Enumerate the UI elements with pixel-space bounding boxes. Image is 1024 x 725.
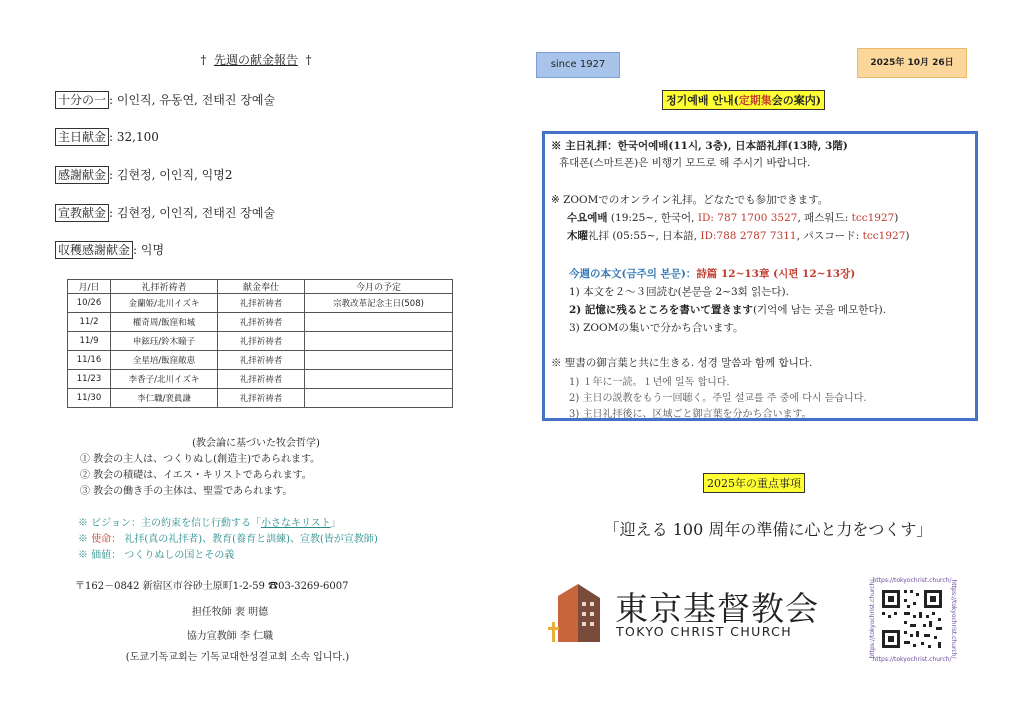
qr-url-top: https://tokyochrist.church/ (872, 577, 952, 584)
scripture-line (569, 266, 855, 281)
table-header-row (68, 280, 453, 294)
table-cell: 礼拝祈祷者 (218, 294, 305, 313)
table-row (68, 389, 453, 408)
church-address: 〒162－0842 新宿区市谷砂土原町1-2-59 ☎03-3269-6007 (75, 581, 349, 592)
offering-harvest (55, 241, 164, 259)
table-cell: 李香子/北川イズキ (111, 370, 218, 389)
offering-label: 宣教献金 (55, 204, 109, 222)
phone-notice: 휴대폰(스마트폰)은 비행기 모드로 해 주시기 바랍니다. (559, 157, 811, 169)
mission-line (78, 530, 378, 545)
philosophy-heading: (教会論に基づいた牧会哲学) (192, 438, 320, 449)
values-line: ※ 価値： つくりぬしの国とその義 (78, 550, 235, 561)
table-cell: 金蘭姫/北川イズキ (111, 294, 218, 313)
column-header: 礼拝祈祷者 (111, 280, 218, 294)
table-cell: 宗教改革記念主日(508) (305, 294, 453, 313)
since-badge: since 1927 (536, 52, 620, 78)
title-text: 先週の献金報告 (213, 53, 298, 67)
vision-line (78, 514, 341, 529)
table-cell: 10/26 (68, 294, 111, 313)
date-badge: 2025年 10月 26日 (857, 48, 967, 78)
philosophy-item: ② 教会の積礎は、イエス・キリストであられます。 (80, 470, 312, 481)
offering-value: : 32,100 (109, 130, 159, 144)
reading-step-text: (기억에 남는 곳을 메모한다). (752, 304, 887, 316)
mission-text: 礼拝(真の礼拝者)、教育(養育と訓練)、宣教(皆が宣教師) (121, 534, 378, 545)
qr-code-icon[interactable] (866, 574, 958, 664)
zoom-password: tcc1927 (862, 230, 906, 242)
offering-mission (55, 204, 275, 222)
table-cell: 礼拝祈祷者 (218, 351, 305, 370)
table-cell: 礼拝祈祷者 (218, 332, 305, 351)
table-cell: 礼拝祈祷者 (218, 313, 305, 332)
zoom-password: tcc1927 (851, 212, 895, 224)
vision-link: 小さなキリスト (260, 518, 331, 529)
info-label: 木曜 (567, 230, 588, 242)
table-cell: 11/9 (68, 332, 111, 351)
column-header: 献金奉仕 (218, 280, 305, 294)
church-name-english: TOKYO CHRIST CHURCH (616, 624, 793, 639)
table-cell: 11/23 (68, 370, 111, 389)
offering-value: : 이인직, 유동연, 전태진 장예술 (109, 93, 276, 107)
heading-text-red: 定期集 (738, 94, 772, 107)
info-text: ) (894, 212, 899, 224)
offering-value: : 익명 (133, 243, 165, 257)
focus-heading: 2025年の重点事項 (703, 473, 805, 493)
table-cell: 權奇周/飯窪和城 (111, 313, 218, 332)
zoom-id: ID:788 2787 7311 (700, 230, 797, 242)
reading-step (569, 302, 886, 317)
table-cell: 李仁職/裵眞謙 (111, 389, 218, 408)
annual-motto: 「迎える 100 周年の準備に心と力をつくす」 (603, 520, 933, 539)
column-header: 月/日 (68, 280, 111, 294)
vision-text: ※ ビジョン：主の約束を信じ行動する「 (78, 518, 261, 529)
reading-step: 3) ZOOMの集いで分かち合います。 (569, 322, 744, 334)
church-name: 東京基督教会 (615, 589, 819, 628)
offering-value: : 김현정, 이인직, 전태진 장예술 (109, 206, 276, 220)
offering-label: 収穫感謝献金 (55, 241, 133, 259)
offering-label: 十分の一 (55, 91, 109, 109)
table-cell (305, 351, 453, 370)
heading-text: 会の案内) (771, 94, 822, 107)
table-cell (305, 370, 453, 389)
table-cell: 礼拝祈祷者 (218, 389, 305, 408)
table-cell (305, 389, 453, 408)
heading-text: 정기예배 안내( (666, 94, 739, 107)
philosophy-item: ③ 教会の働き手の主体は、聖霊であられます。 (80, 486, 293, 497)
info-text: (19:25~, 한국어, (607, 212, 698, 224)
table-cell: 11/30 (68, 389, 111, 408)
info-text: , 패스워드: (797, 212, 852, 224)
scripture-ref: 詩篇 12~13章 (시편 12~13장) (696, 268, 856, 280)
bible-step: 1) １年に一読。１년에 일독 합니다. (569, 377, 730, 388)
schedule-table (67, 279, 453, 408)
column-header: 今月の予定 (305, 280, 453, 294)
worship-info-box (542, 131, 978, 421)
qr-url-right: https://tokyochrist.church/ (950, 579, 957, 659)
reading-step: 1) 本文を２～３回読む(본문을 2~3회 읽는다). (569, 286, 789, 298)
philosophy-item: ① 教会の主人は、つくりぬし(創造主)であられます。 (80, 454, 321, 465)
info-text: 한국어예배(11시, 3층), 日本語礼拝(13時, 3階) (617, 140, 848, 152)
church-logo-icon (548, 576, 604, 642)
reading-step-bold: 2) 記憶に残るところを書いて置きます (569, 304, 753, 316)
table-row (68, 351, 453, 370)
thursday-service-line (567, 228, 909, 243)
bible-living-line: ※ 聖書の御言葉と共に生きる. 성경 말씀과 함께 합니다. (551, 357, 813, 369)
cross-symbol: † (200, 53, 207, 67)
mission-label: 使命： (91, 534, 122, 545)
mission-prefix: ※ (78, 534, 92, 545)
zoom-id: ID: 787 1700 3527 (697, 212, 798, 224)
worship-guide-heading (662, 90, 825, 110)
table-row (68, 370, 453, 389)
pastor-name: 担任牧師 裵 明德 (191, 607, 269, 618)
offering-tithe (55, 91, 275, 109)
table-row (68, 294, 453, 313)
offering-value: : 김현정, 이인직, 익명2 (109, 168, 233, 182)
missionary-name: 協力宣教師 李 仁職 (186, 631, 274, 642)
table-cell: 全星培/飯窪敞恵 (111, 351, 218, 370)
affiliation-note: (도쿄기독교회는 기독교대한성결교회 소속 입니다.) (125, 652, 350, 663)
zoom-notice: ※ ZOOMでのオンライン礼拝。どなたでも参加できます。 (551, 194, 829, 206)
offering-label: 主日献金 (55, 128, 109, 146)
offering-sunday (55, 128, 159, 146)
bible-step: 3) 主日礼拝後に、区域ごと御言葉を分かち合います。 (569, 409, 812, 420)
info-label: 수요예배 (567, 212, 608, 224)
info-text: 礼拝 (05:55~, 日本語, (588, 230, 701, 242)
info-text: ) (905, 230, 910, 242)
table-cell (305, 332, 453, 351)
info-text: , パスコード: (796, 230, 863, 242)
offering-report-title (0, 51, 512, 68)
table-cell: 11/2 (68, 313, 111, 332)
table-cell (305, 313, 453, 332)
offering-thanks (55, 166, 233, 184)
scripture-label: 今週の本文(금주의 본문)： (569, 268, 697, 280)
table-cell: 申鉉珏/鈴木瞳子 (111, 332, 218, 351)
table-row (68, 313, 453, 332)
table-cell: 礼拝祈祷者 (218, 370, 305, 389)
qr-code-block[interactable] (866, 574, 958, 664)
wednesday-service-line (567, 210, 898, 225)
qr-url-left: https://tokyochrist.church/ (869, 579, 876, 659)
bible-step: 2) 主日の説教をもう一回聴く。주일 설교를 주 중에 다시 듣습니다. (569, 393, 867, 404)
cross-symbol: † (305, 53, 312, 67)
vision-text: 」 (330, 518, 341, 529)
table-cell: 11/16 (68, 351, 111, 370)
qr-url-bottom: https://tokyochrist.church/ (872, 656, 952, 663)
offering-label: 感謝献金 (55, 166, 109, 184)
table-row (68, 332, 453, 351)
sunday-service-line (551, 138, 848, 153)
info-label: ※ 主日礼拝： (551, 140, 618, 152)
